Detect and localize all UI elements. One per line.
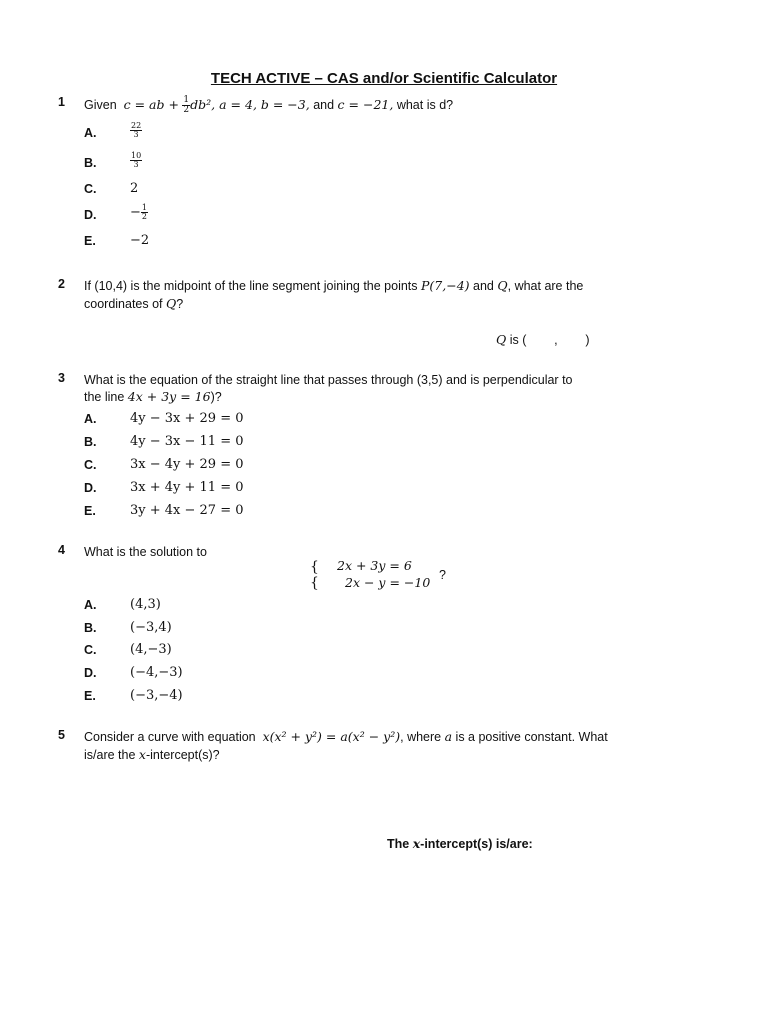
q1-option-a-label: A. — [84, 126, 97, 140]
q1-eq-lhs: c = ab + — [123, 97, 179, 112]
q4-option-d-value: (−4,−3) — [130, 665, 183, 680]
q3-option-d-label: D. — [84, 481, 97, 495]
q1-option-c-label: C. — [84, 182, 97, 196]
q1-question: what is d? — [396, 98, 454, 112]
q3-option-e-value: 3y + 4x − 27 = 0 — [130, 503, 244, 518]
q4-option-b-label: B. — [84, 621, 97, 635]
q1-option-d-label: D. — [84, 208, 97, 222]
q4-option-d-label: D. — [84, 666, 97, 680]
q1-eq-rhs: db², a = 4, b = −3, — [190, 97, 310, 112]
question-5-line-1: Consider a curve with equation x(x² + y²) = a(x² − y²), where a is a positive constant. What — [84, 729, 608, 744]
q1-option-b-label: B. — [84, 156, 97, 170]
question-4-number: 4 — [58, 543, 65, 557]
q3-option-d-value: 3x + 4y + 11 = 0 — [130, 480, 244, 495]
question-1-number: 1 — [58, 95, 65, 109]
question-5-line-2: is/are the x-intercept(s)? — [84, 747, 220, 762]
q1-given: Given — [84, 98, 117, 112]
question-3-line-1: What is the equation of the straight line that passes through (3,5) and is perpendicular to — [84, 373, 573, 387]
page-title: TECH ACTIVE – CAS and/or Scientific Calculator — [210, 70, 558, 87]
q1-half-fraction: $\frac{1}{2}$ — [183, 95, 190, 116]
question-5-number: 5 — [58, 728, 65, 742]
q3-option-a-value: 4y − 3x + 29 = 0 — [130, 411, 244, 426]
q3-line-equation: 4x + 3y = 16 — [127, 389, 211, 404]
q1-option-d-value: − $\frac{1}{2}$ — [130, 203, 147, 221]
q3-option-c-value: 3x − 4y + 29 = 0 — [130, 457, 244, 472]
question-2-line-2: coordinates of Q? — [84, 296, 184, 311]
q4-option-e-value: (−3,−4) — [130, 688, 183, 703]
question-1-text — [84, 96, 453, 115]
q1-option-c-value: 2 — [130, 181, 139, 196]
q3-option-b-label: B. — [84, 435, 97, 449]
q4-equation-2: 2x − y = −10 — [345, 575, 431, 590]
q1-option-a-value: $\frac{22}{3}$ — [131, 121, 142, 139]
question-2-number: 2 — [58, 277, 65, 291]
q3-option-b-value: 4y − 3x − 11 = 0 — [130, 434, 244, 449]
q3-option-a-label: A. — [84, 412, 97, 426]
q3-option-e-label: E. — [84, 504, 96, 518]
q1-option-e-value: −2 — [130, 233, 150, 248]
q4-option-c-value: (4,−3) — [130, 642, 172, 657]
q4-option-e-label: E. — [84, 689, 96, 703]
q4-question-mark: ? — [439, 568, 446, 582]
q5-curve-equation: x(x² + y²) = a(x² − y²) — [262, 729, 401, 744]
q1-c-value: c = −21, — [337, 97, 394, 112]
q1-option-e-label: E. — [84, 234, 96, 248]
q4-equation-1: 2x + 3y = 6 — [337, 558, 412, 573]
question-2-line-1: If (10,4) is the midpoint of the line segment joining the points P(7,−4) and Q, what are the — [84, 278, 584, 293]
q4-option-a-value: (4,3) — [130, 597, 161, 612]
q5-answer-label: The x-intercept(s) is/are: — [387, 836, 533, 851]
q2-point-p: P(7,−4) — [421, 278, 470, 293]
q4-option-c-label: C. — [84, 643, 97, 657]
question-4-text: What is the solution to — [84, 545, 207, 559]
q4-option-a-label: A. — [84, 598, 97, 612]
q3-option-c-label: C. — [84, 458, 97, 472]
q1-option-b-value: $\frac{10}{3}$ — [131, 151, 142, 169]
question-3-number: 3 — [58, 371, 65, 385]
q4-option-b-value: (−3,4) — [130, 620, 172, 635]
system-brace: { { — [310, 559, 319, 591]
q2-answer-blank: Q is ( , ) — [496, 332, 590, 347]
q1-and: and — [313, 98, 335, 112]
question-3-line-2: the line 4x + 3y = 16)? — [84, 389, 222, 404]
